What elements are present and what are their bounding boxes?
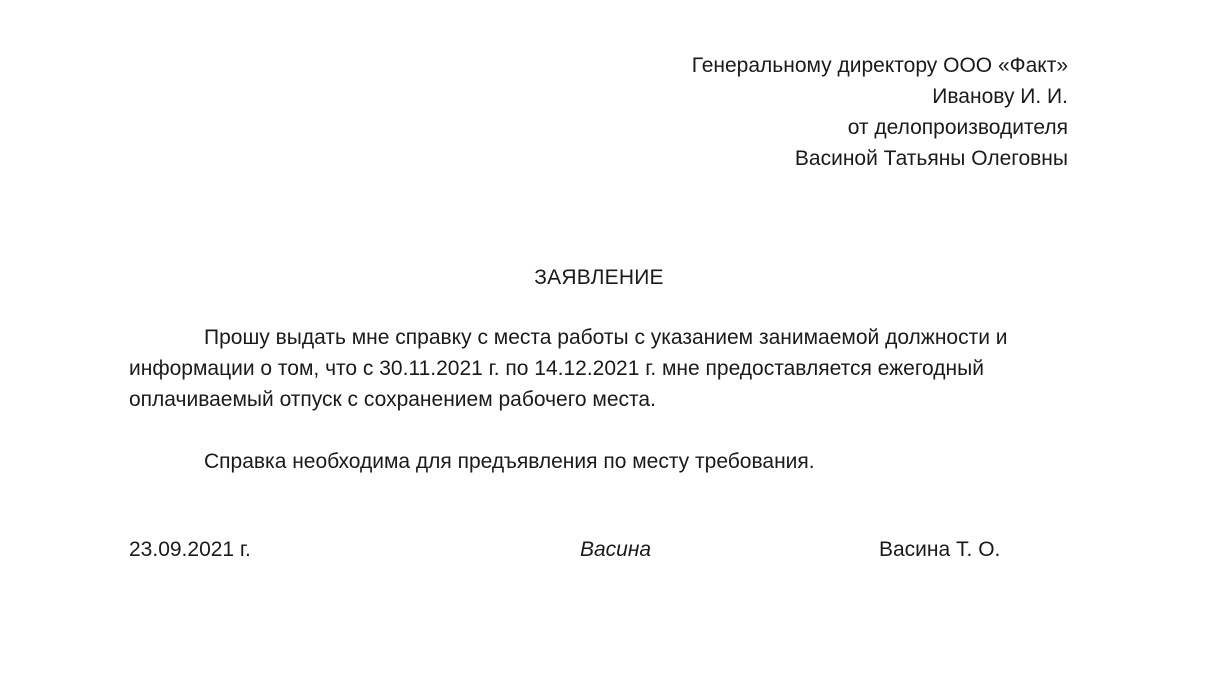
signer-name: Васина Т. О.	[879, 538, 1001, 561]
signature-row	[0, 534, 1213, 565]
sender-position: от делопроизводителя	[847, 116, 1068, 139]
application-date: 23.09.2021 г.	[129, 538, 251, 561]
addressee-position: Генеральному директору ООО «Факт»	[691, 54, 1068, 77]
handwritten-signature: Васина	[580, 538, 652, 561]
document-title: ЗАЯВЛЕНИЕ	[534, 266, 664, 289]
purpose-paragraph: Справка необходима для предъявления по месту требования.	[204, 450, 815, 473]
addressee-name: Иванову И. И.	[932, 85, 1068, 108]
sender-name: Васиной Татьяны Олеговны	[794, 147, 1068, 170]
request-paragraph: Прошу выдать мне справку с места работы с указанием занимаемой должности и информации о том, что с 30.11.2021 г. по 14.12.2021 г. мне предоставляется ежегодный оплачиваемый отпуск с сохранением рабочего места.	[129, 326, 1008, 411]
addressee-block	[692, 50, 1068, 174]
document-body	[129, 322, 1069, 477]
